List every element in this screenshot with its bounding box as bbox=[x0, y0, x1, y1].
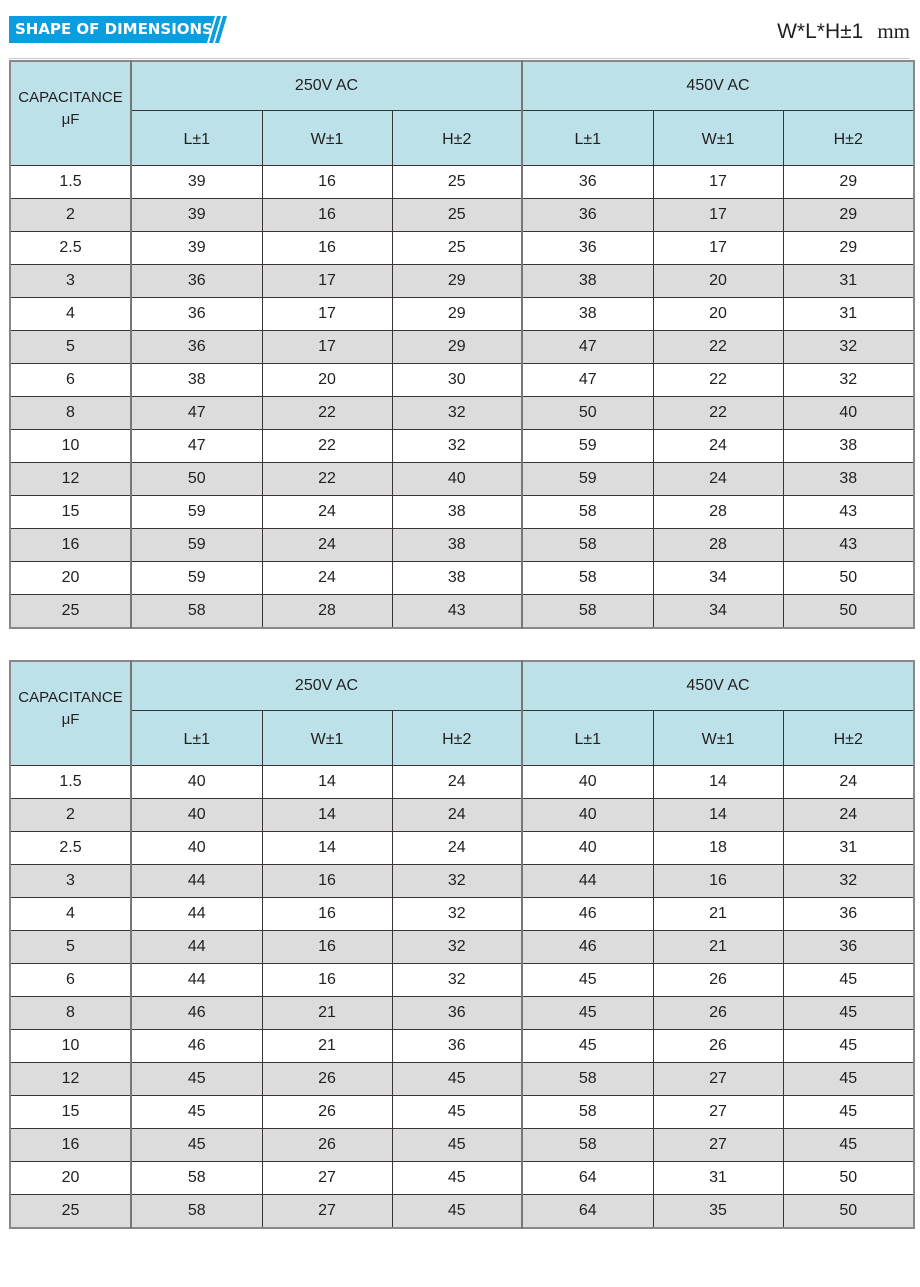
capacitance-cell: 8 bbox=[10, 997, 131, 1030]
cell-450v-l: 38 bbox=[522, 298, 653, 331]
cell-450v-l: 58 bbox=[522, 529, 653, 562]
capacitance-header bbox=[10, 61, 131, 166]
table-row bbox=[10, 496, 914, 529]
cell-250v-w: 16 bbox=[262, 166, 392, 199]
cell-450v-w: 27 bbox=[653, 1063, 783, 1096]
table-row bbox=[10, 199, 914, 232]
cell-450v-w: 26 bbox=[653, 964, 783, 997]
cell-250v-l: 59 bbox=[131, 562, 262, 595]
cell-450v-w: 20 bbox=[653, 298, 783, 331]
cell-450v-h: 45 bbox=[783, 1129, 914, 1162]
capacitance-cell: 25 bbox=[10, 1195, 131, 1229]
cell-250v-w: 17 bbox=[262, 331, 392, 364]
cell-450v-l: 58 bbox=[522, 1129, 653, 1162]
cell-250v-w: 26 bbox=[262, 1096, 392, 1129]
capacitance-cell: 6 bbox=[10, 364, 131, 397]
table-row bbox=[10, 232, 914, 265]
cell-250v-w: 14 bbox=[262, 832, 392, 865]
capacitance-cell: 1.5 bbox=[10, 166, 131, 199]
cell-450v-h: 43 bbox=[783, 496, 914, 529]
cell-450v-l: 58 bbox=[522, 1096, 653, 1129]
cell-250v-w: 21 bbox=[262, 997, 392, 1030]
cell-250v-w: 14 bbox=[262, 799, 392, 832]
capacitance-cell: 10 bbox=[10, 1030, 131, 1063]
cell-250v-h: 38 bbox=[392, 496, 522, 529]
cell-450v-l: 58 bbox=[522, 562, 653, 595]
cell-250v-h: 30 bbox=[392, 364, 522, 397]
capacitance-header-label: CAPACITANCE bbox=[18, 688, 123, 706]
cell-250v-w: 22 bbox=[262, 430, 392, 463]
cell-250v-w: 20 bbox=[262, 364, 392, 397]
cell-250v-w: 24 bbox=[262, 496, 392, 529]
col-header-l: L±1 bbox=[131, 111, 262, 166]
cell-250v-w: 28 bbox=[262, 595, 392, 629]
cell-250v-w: 17 bbox=[262, 298, 392, 331]
capacitance-unit-label: μF bbox=[61, 110, 80, 128]
cell-450v-w: 17 bbox=[653, 166, 783, 199]
cell-450v-l: 64 bbox=[522, 1195, 653, 1229]
cell-250v-l: 58 bbox=[131, 595, 262, 629]
capacitance-cell: 3 bbox=[10, 865, 131, 898]
cell-250v-h: 29 bbox=[392, 298, 522, 331]
capacitance-cell: 16 bbox=[10, 529, 131, 562]
capacitance-cell: 1.5 bbox=[10, 766, 131, 799]
cell-250v-l: 46 bbox=[131, 1030, 262, 1063]
cell-250v-h: 38 bbox=[392, 529, 522, 562]
cell-250v-l: 36 bbox=[131, 265, 262, 298]
cell-450v-l: 38 bbox=[522, 265, 653, 298]
capacitance-header-label: CAPACITANCE bbox=[18, 88, 123, 106]
table-row bbox=[10, 298, 914, 331]
cell-250v-l: 59 bbox=[131, 496, 262, 529]
cell-450v-w: 28 bbox=[653, 529, 783, 562]
cell-250v-w: 16 bbox=[262, 232, 392, 265]
cell-250v-w: 14 bbox=[262, 766, 392, 799]
table-row bbox=[10, 766, 914, 799]
dimensions-table-2 bbox=[9, 660, 915, 1229]
cell-450v-w: 22 bbox=[653, 331, 783, 364]
cell-450v-l: 46 bbox=[522, 898, 653, 931]
col-header-l: L±1 bbox=[522, 711, 653, 766]
table-row bbox=[10, 166, 914, 199]
cell-450v-l: 47 bbox=[522, 364, 653, 397]
cell-250v-h: 36 bbox=[392, 997, 522, 1030]
cell-250v-l: 44 bbox=[131, 898, 262, 931]
cell-250v-h: 25 bbox=[392, 232, 522, 265]
cell-250v-w: 27 bbox=[262, 1195, 392, 1229]
cell-250v-l: 45 bbox=[131, 1129, 262, 1162]
cell-450v-h: 45 bbox=[783, 964, 914, 997]
col-header-w: W±1 bbox=[262, 111, 392, 166]
col-header-l: L±1 bbox=[131, 711, 262, 766]
cell-450v-w: 34 bbox=[653, 595, 783, 629]
cell-250v-l: 40 bbox=[131, 799, 262, 832]
cell-450v-w: 17 bbox=[653, 232, 783, 265]
cell-450v-h: 50 bbox=[783, 1195, 914, 1229]
header-divider bbox=[9, 58, 910, 59]
table-row bbox=[10, 799, 914, 832]
col-header-h: H±2 bbox=[392, 711, 522, 766]
table-row bbox=[10, 331, 914, 364]
cell-450v-w: 34 bbox=[653, 562, 783, 595]
cell-450v-w: 24 bbox=[653, 430, 783, 463]
cell-250v-w: 22 bbox=[262, 397, 392, 430]
cell-250v-h: 43 bbox=[392, 595, 522, 629]
capacitance-cell: 12 bbox=[10, 463, 131, 496]
cell-450v-l: 58 bbox=[522, 1063, 653, 1096]
table-row bbox=[10, 1129, 914, 1162]
cell-450v-w: 27 bbox=[653, 1129, 783, 1162]
cell-250v-w: 17 bbox=[262, 265, 392, 298]
col-header-l: L±1 bbox=[522, 111, 653, 166]
cell-450v-h: 32 bbox=[783, 865, 914, 898]
cell-450v-h: 50 bbox=[783, 595, 914, 629]
group-header-250v: 250V AC bbox=[131, 61, 522, 111]
cell-450v-w: 35 bbox=[653, 1195, 783, 1229]
col-header-w: W±1 bbox=[653, 711, 783, 766]
table-row bbox=[10, 1063, 914, 1096]
cell-450v-h: 36 bbox=[783, 931, 914, 964]
col-header-w: W±1 bbox=[262, 711, 392, 766]
cell-250v-h: 36 bbox=[392, 1030, 522, 1063]
cell-250v-w: 21 bbox=[262, 1030, 392, 1063]
table-row bbox=[10, 397, 914, 430]
cell-250v-l: 47 bbox=[131, 397, 262, 430]
table-row bbox=[10, 529, 914, 562]
cell-450v-l: 58 bbox=[522, 595, 653, 629]
table-row bbox=[10, 997, 914, 1030]
table-row bbox=[10, 931, 914, 964]
table-row bbox=[10, 832, 914, 865]
cell-250v-l: 47 bbox=[131, 430, 262, 463]
cell-450v-h: 45 bbox=[783, 1096, 914, 1129]
cell-250v-l: 44 bbox=[131, 964, 262, 997]
section-title: SHAPE OF DIMENSIONS bbox=[15, 20, 213, 38]
capacitance-cell: 10 bbox=[10, 430, 131, 463]
cell-450v-l: 40 bbox=[522, 799, 653, 832]
cell-450v-l: 45 bbox=[522, 997, 653, 1030]
cell-250v-l: 36 bbox=[131, 331, 262, 364]
capacitance-cell: 2 bbox=[10, 799, 131, 832]
cell-250v-w: 16 bbox=[262, 898, 392, 931]
capacitance-header bbox=[10, 661, 131, 766]
cell-450v-l: 44 bbox=[522, 865, 653, 898]
cell-450v-h: 40 bbox=[783, 397, 914, 430]
cell-450v-w: 31 bbox=[653, 1162, 783, 1195]
table-row bbox=[10, 1162, 914, 1195]
capacitance-cell: 5 bbox=[10, 931, 131, 964]
cell-450v-h: 36 bbox=[783, 898, 914, 931]
cell-250v-h: 45 bbox=[392, 1162, 522, 1195]
cell-250v-l: 39 bbox=[131, 199, 262, 232]
cell-450v-l: 36 bbox=[522, 232, 653, 265]
cell-250v-l: 36 bbox=[131, 298, 262, 331]
cell-450v-l: 45 bbox=[522, 1030, 653, 1063]
table-row bbox=[10, 898, 914, 931]
table-body bbox=[10, 766, 914, 1229]
cell-450v-h: 29 bbox=[783, 166, 914, 199]
cell-250v-h: 32 bbox=[392, 964, 522, 997]
cell-450v-h: 29 bbox=[783, 199, 914, 232]
cell-450v-h: 32 bbox=[783, 331, 914, 364]
cell-450v-h: 31 bbox=[783, 298, 914, 331]
cell-250v-l: 44 bbox=[131, 865, 262, 898]
cell-250v-w: 24 bbox=[262, 562, 392, 595]
cell-450v-l: 40 bbox=[522, 766, 653, 799]
cell-250v-h: 32 bbox=[392, 865, 522, 898]
cell-450v-w: 17 bbox=[653, 199, 783, 232]
cell-450v-h: 29 bbox=[783, 232, 914, 265]
cell-250v-l: 59 bbox=[131, 529, 262, 562]
section-header bbox=[0, 0, 920, 60]
cell-250v-h: 45 bbox=[392, 1096, 522, 1129]
cell-250v-w: 26 bbox=[262, 1063, 392, 1096]
cell-450v-l: 36 bbox=[522, 166, 653, 199]
cell-450v-l: 58 bbox=[522, 496, 653, 529]
cell-250v-l: 45 bbox=[131, 1063, 262, 1096]
dimensions-table-1 bbox=[9, 60, 915, 629]
table-row bbox=[10, 1195, 914, 1229]
cell-450v-w: 21 bbox=[653, 898, 783, 931]
cell-250v-h: 24 bbox=[392, 766, 522, 799]
cell-250v-l: 40 bbox=[131, 766, 262, 799]
group-header-250v: 250V AC bbox=[131, 661, 522, 711]
cell-450v-h: 24 bbox=[783, 799, 914, 832]
units-formula: W*L*H±1 bbox=[777, 20, 864, 43]
table-row bbox=[10, 964, 914, 997]
cell-450v-l: 50 bbox=[522, 397, 653, 430]
cell-450v-l: 36 bbox=[522, 199, 653, 232]
cell-450v-h: 43 bbox=[783, 529, 914, 562]
cell-450v-l: 59 bbox=[522, 430, 653, 463]
table-row bbox=[10, 1030, 914, 1063]
cell-450v-w: 24 bbox=[653, 463, 783, 496]
capacitance-cell: 8 bbox=[10, 397, 131, 430]
cell-450v-l: 59 bbox=[522, 463, 653, 496]
cell-450v-w: 21 bbox=[653, 931, 783, 964]
cell-250v-l: 40 bbox=[131, 832, 262, 865]
cell-250v-h: 24 bbox=[392, 799, 522, 832]
cell-250v-h: 29 bbox=[392, 265, 522, 298]
capacitance-cell: 20 bbox=[10, 562, 131, 595]
cell-250v-l: 46 bbox=[131, 997, 262, 1030]
cell-450v-w: 26 bbox=[653, 1030, 783, 1063]
cell-250v-l: 58 bbox=[131, 1195, 262, 1229]
capacitance-cell: 12 bbox=[10, 1063, 131, 1096]
cell-250v-w: 16 bbox=[262, 964, 392, 997]
group-header-450v: 450V AC bbox=[522, 661, 914, 711]
col-header-h: H±2 bbox=[783, 711, 914, 766]
table-row bbox=[10, 265, 914, 298]
cell-450v-h: 45 bbox=[783, 1063, 914, 1096]
table-row bbox=[10, 865, 914, 898]
cell-250v-h: 45 bbox=[392, 1063, 522, 1096]
cell-250v-h: 24 bbox=[392, 832, 522, 865]
table-row bbox=[10, 562, 914, 595]
capacitance-unit-label: μF bbox=[61, 710, 80, 728]
cell-450v-l: 47 bbox=[522, 331, 653, 364]
cell-250v-l: 50 bbox=[131, 463, 262, 496]
cell-450v-w: 16 bbox=[653, 865, 783, 898]
cell-450v-h: 38 bbox=[783, 430, 914, 463]
capacitance-cell: 20 bbox=[10, 1162, 131, 1195]
table-row bbox=[10, 364, 914, 397]
table-row bbox=[10, 595, 914, 629]
cell-250v-l: 45 bbox=[131, 1096, 262, 1129]
cell-250v-w: 27 bbox=[262, 1162, 392, 1195]
cell-450v-h: 45 bbox=[783, 1030, 914, 1063]
cell-250v-h: 25 bbox=[392, 166, 522, 199]
col-header-h: H±2 bbox=[392, 111, 522, 166]
capacitance-cell: 16 bbox=[10, 1129, 131, 1162]
capacitance-cell: 6 bbox=[10, 964, 131, 997]
capacitance-cell: 4 bbox=[10, 898, 131, 931]
cell-250v-w: 16 bbox=[262, 199, 392, 232]
cell-250v-w: 22 bbox=[262, 463, 392, 496]
capacitance-cell: 2.5 bbox=[10, 232, 131, 265]
capacitance-cell: 2 bbox=[10, 199, 131, 232]
cell-450v-l: 64 bbox=[522, 1162, 653, 1195]
cell-450v-w: 18 bbox=[653, 832, 783, 865]
cell-250v-w: 16 bbox=[262, 865, 392, 898]
cell-450v-w: 14 bbox=[653, 799, 783, 832]
cell-250v-l: 39 bbox=[131, 166, 262, 199]
cell-250v-h: 38 bbox=[392, 562, 522, 595]
cell-250v-w: 26 bbox=[262, 1129, 392, 1162]
cell-450v-h: 24 bbox=[783, 766, 914, 799]
cell-250v-h: 25 bbox=[392, 199, 522, 232]
units-label: mm bbox=[877, 19, 910, 43]
capacitance-cell: 5 bbox=[10, 331, 131, 364]
cell-450v-h: 32 bbox=[783, 364, 914, 397]
cell-250v-l: 38 bbox=[131, 364, 262, 397]
cell-250v-l: 58 bbox=[131, 1162, 262, 1195]
cell-250v-h: 32 bbox=[392, 397, 522, 430]
cell-450v-l: 40 bbox=[522, 832, 653, 865]
cell-450v-w: 27 bbox=[653, 1096, 783, 1129]
capacitance-cell: 2.5 bbox=[10, 832, 131, 865]
cell-250v-h: 32 bbox=[392, 898, 522, 931]
cell-250v-h: 45 bbox=[392, 1195, 522, 1229]
cell-450v-w: 22 bbox=[653, 364, 783, 397]
table-row bbox=[10, 1096, 914, 1129]
capacitance-cell: 25 bbox=[10, 595, 131, 629]
cell-250v-l: 39 bbox=[131, 232, 262, 265]
cell-450v-w: 22 bbox=[653, 397, 783, 430]
capacitance-cell: 15 bbox=[10, 1096, 131, 1129]
table-row bbox=[10, 463, 914, 496]
cell-450v-h: 31 bbox=[783, 265, 914, 298]
section-title-banner bbox=[9, 16, 229, 43]
capacitance-cell: 15 bbox=[10, 496, 131, 529]
cell-250v-h: 29 bbox=[392, 331, 522, 364]
cell-450v-l: 46 bbox=[522, 931, 653, 964]
cell-450v-h: 50 bbox=[783, 562, 914, 595]
capacitance-cell: 4 bbox=[10, 298, 131, 331]
cell-250v-w: 24 bbox=[262, 529, 392, 562]
table-row bbox=[10, 430, 914, 463]
capacitance-cell: 3 bbox=[10, 265, 131, 298]
col-header-h: H±2 bbox=[783, 111, 914, 166]
cell-450v-w: 28 bbox=[653, 496, 783, 529]
cell-450v-h: 45 bbox=[783, 997, 914, 1030]
table-body bbox=[10, 166, 914, 629]
cell-450v-h: 50 bbox=[783, 1162, 914, 1195]
col-header-w: W±1 bbox=[653, 111, 783, 166]
cell-250v-h: 32 bbox=[392, 931, 522, 964]
cell-250v-h: 40 bbox=[392, 463, 522, 496]
cell-450v-w: 14 bbox=[653, 766, 783, 799]
cell-250v-l: 44 bbox=[131, 931, 262, 964]
cell-450v-w: 20 bbox=[653, 265, 783, 298]
cell-450v-h: 31 bbox=[783, 832, 914, 865]
units-note bbox=[777, 19, 910, 44]
cell-250v-h: 32 bbox=[392, 430, 522, 463]
cell-250v-w: 16 bbox=[262, 931, 392, 964]
group-header-450v: 450V AC bbox=[522, 61, 914, 111]
cell-250v-h: 45 bbox=[392, 1129, 522, 1162]
cell-450v-w: 26 bbox=[653, 997, 783, 1030]
cell-450v-l: 45 bbox=[522, 964, 653, 997]
cell-450v-h: 38 bbox=[783, 463, 914, 496]
